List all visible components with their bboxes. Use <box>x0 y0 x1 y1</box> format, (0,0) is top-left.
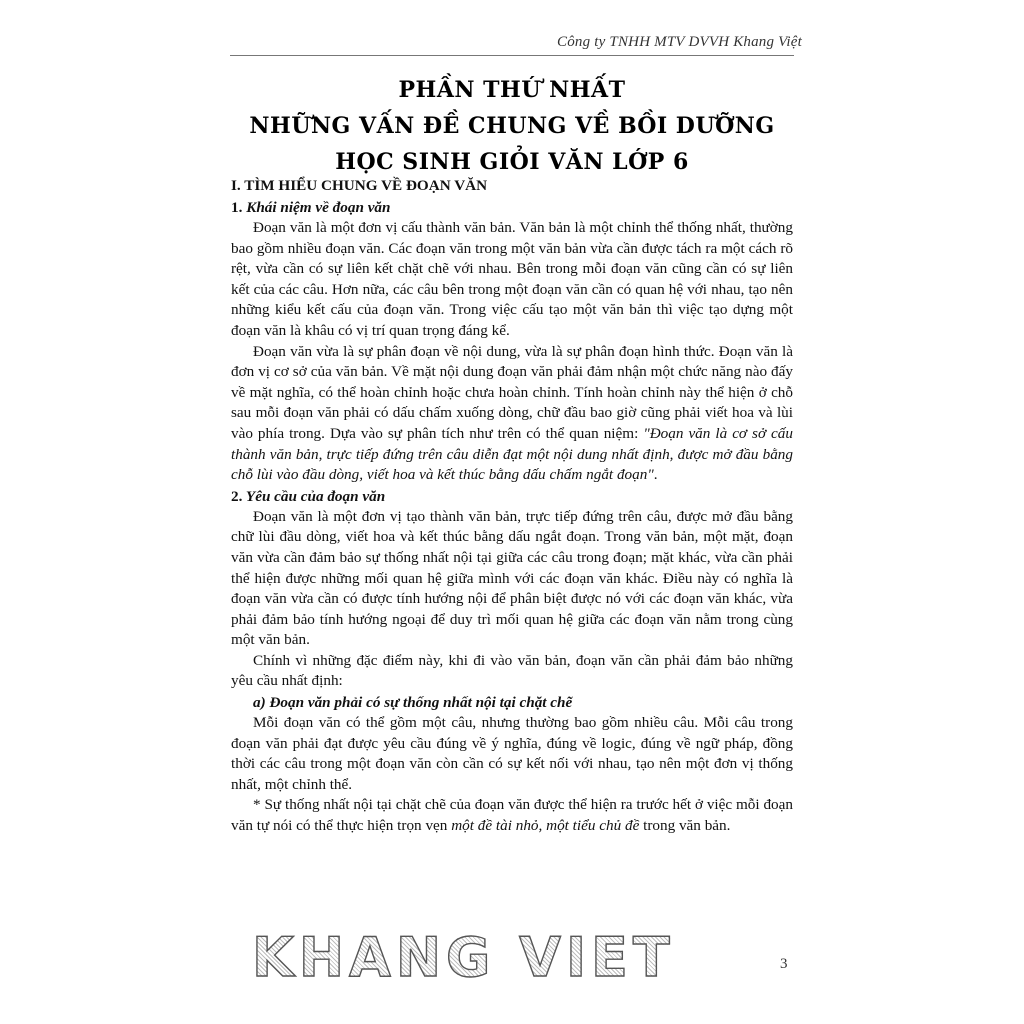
subsection-heading-1 <box>231 197 793 218</box>
subsection-heading-2 <box>231 486 793 507</box>
part-title <box>230 72 794 180</box>
subsection-title-2: Yêu cầu của đoạn văn <box>245 487 386 505</box>
paragraph <box>231 342 793 486</box>
subsubsection-heading-a: a) Đoạn văn phải có sự thống nhất nội tại chặt chẽ <box>253 694 573 712</box>
paragraph-text: Đoạn văn vừa là sự phân đoạn về nội dung, vừa là sự phân đoạn hình thức. Đoạn văn là đơn vị cơ sở của văn bản. Về mặt nội dung đoạn văn phải đảm nhận một chức năng nào đấy về mặt nghĩa, có thể hoàn chỉnh hoặc chưa hoàn chỉnh. Tính hoàn chỉnh này thể hiện ở chỗ sau mỗi đoạn văn phải có dấu chấm xuống dòng, chữ đầu bao giờ cũng phải viết hoa và lùi vào phía trong. Dựa vào sự phân tích như trên có thể quan niệm: <box>231 342 793 442</box>
definition-quote: "Đoạn văn là cơ sở cấu thành văn bản, trực tiếp đứng trên câu diễn đạt một nội dung nhất định, được mở đầu bằng chỗ lùi vào đầu dòng, viết hoa và kết thúc bằng dấu chấm ngắt đoạn" <box>231 424 793 484</box>
subsection-number-1: 1. <box>231 199 243 216</box>
page-number: 3 <box>780 956 788 972</box>
paragraph <box>231 795 793 836</box>
paragraph: Đoạn văn là một đơn vị tạo thành văn bản, trực tiếp đứng trên câu, được mở đầu bằng chữ lùi đầu dòng, viết hoa và kết thúc bằng dấu ngắt đoạn. Trong văn bản, một mặt, đoạn văn vừa cần đảm bảo sự thống nhất nội tại giữa các câu trong đoạn; mặt khác, vừa cần phải thể hiện được những mối quan hệ giữa mình với các đoạn văn khác. Điều này có nghĩa là đoạn văn vừa cần có được tính hướng nội để phân biệt được nó với các đoạn văn khác, vừa phải đảm bảo tính hướng ngoại để duy trì mối quan hệ giữa các đoạn văn nằm trong cùng một văn bản. <box>231 507 793 649</box>
subsection-title-1: Khái niệm về đoạn văn <box>246 199 391 216</box>
paragraph-end: trong văn bản. <box>639 817 731 835</box>
emphasis-text: một đề tài nhỏ, một tiểu chủ đề <box>451 817 640 835</box>
part-title-line-1: PHẦN THỨ NHẤT <box>398 77 626 103</box>
header-rule <box>230 55 794 56</box>
paragraph: Đoạn văn là một đơn vị cấu thành văn bản. Văn bản là một chỉnh thể thống nhất, thường bao gồm nhiều đoạn văn. Các đoạn văn trong một văn bản vừa cần được tách ra một cách rõ rệt, vừa cần có sự liên kết chặt chẽ với nhau. Bên trong mỗi đoạn văn cũng cần có sự liên kết của các câu. Hơn nữa, các câu bên trong một đoạn văn cần có quan hệ với nhau, tạo nên những kiểu kết cấu của đoạn văn. Trong việc cấu tạo một văn bản thì việc tạo dựng một đoạn văn là khâu có vị trí quan trọng đáng kể. <box>231 219 793 339</box>
paragraph-end: . <box>653 466 658 484</box>
section-heading: I. TÌM HIỂU CHUNG VỀ ĐOẠN VĂN <box>231 177 488 194</box>
paragraph: Mỗi đoạn văn có thể gồm một câu, nhưng thường bao gồm nhiều câu. Mỗi câu trong đoạn văn phải đạt được yêu cầu đúng về ý nghĩa, đúng về logic, đúng về ngữ pháp, đồng thời các câu trong một đoạn văn còn cần có sự kết nối với nhau, tạo nên một đơn vị thống nhất, một chỉnh thể. <box>231 714 793 793</box>
running-head: Công ty TNHH MTV DVVH Khang Việt <box>556 34 802 50</box>
publisher-watermark: KHANG VIET <box>252 926 675 989</box>
part-title-line-2: NHỮNG VẤN ĐỀ CHUNG VỀ BỒI DƯỠNG <box>249 113 775 139</box>
body-text <box>231 175 793 837</box>
paragraph-text: * Sự thống nhất nội tại chặt chẽ của đoạn văn được thể hiện ra trước hết ở việc mỗi đoạn văn tự nói có thể thực hiện trọn vẹn <box>231 796 793 835</box>
part-title-line-3: HỌC SINH GIỎI VĂN LỚP 6 <box>335 149 689 175</box>
subsection-number-2: 2. <box>231 487 243 505</box>
paragraph: Chính vì những đặc điểm này, khi đi vào văn bản, đoạn văn cần phải đảm bảo những yêu cầu nhất định: <box>231 651 793 690</box>
